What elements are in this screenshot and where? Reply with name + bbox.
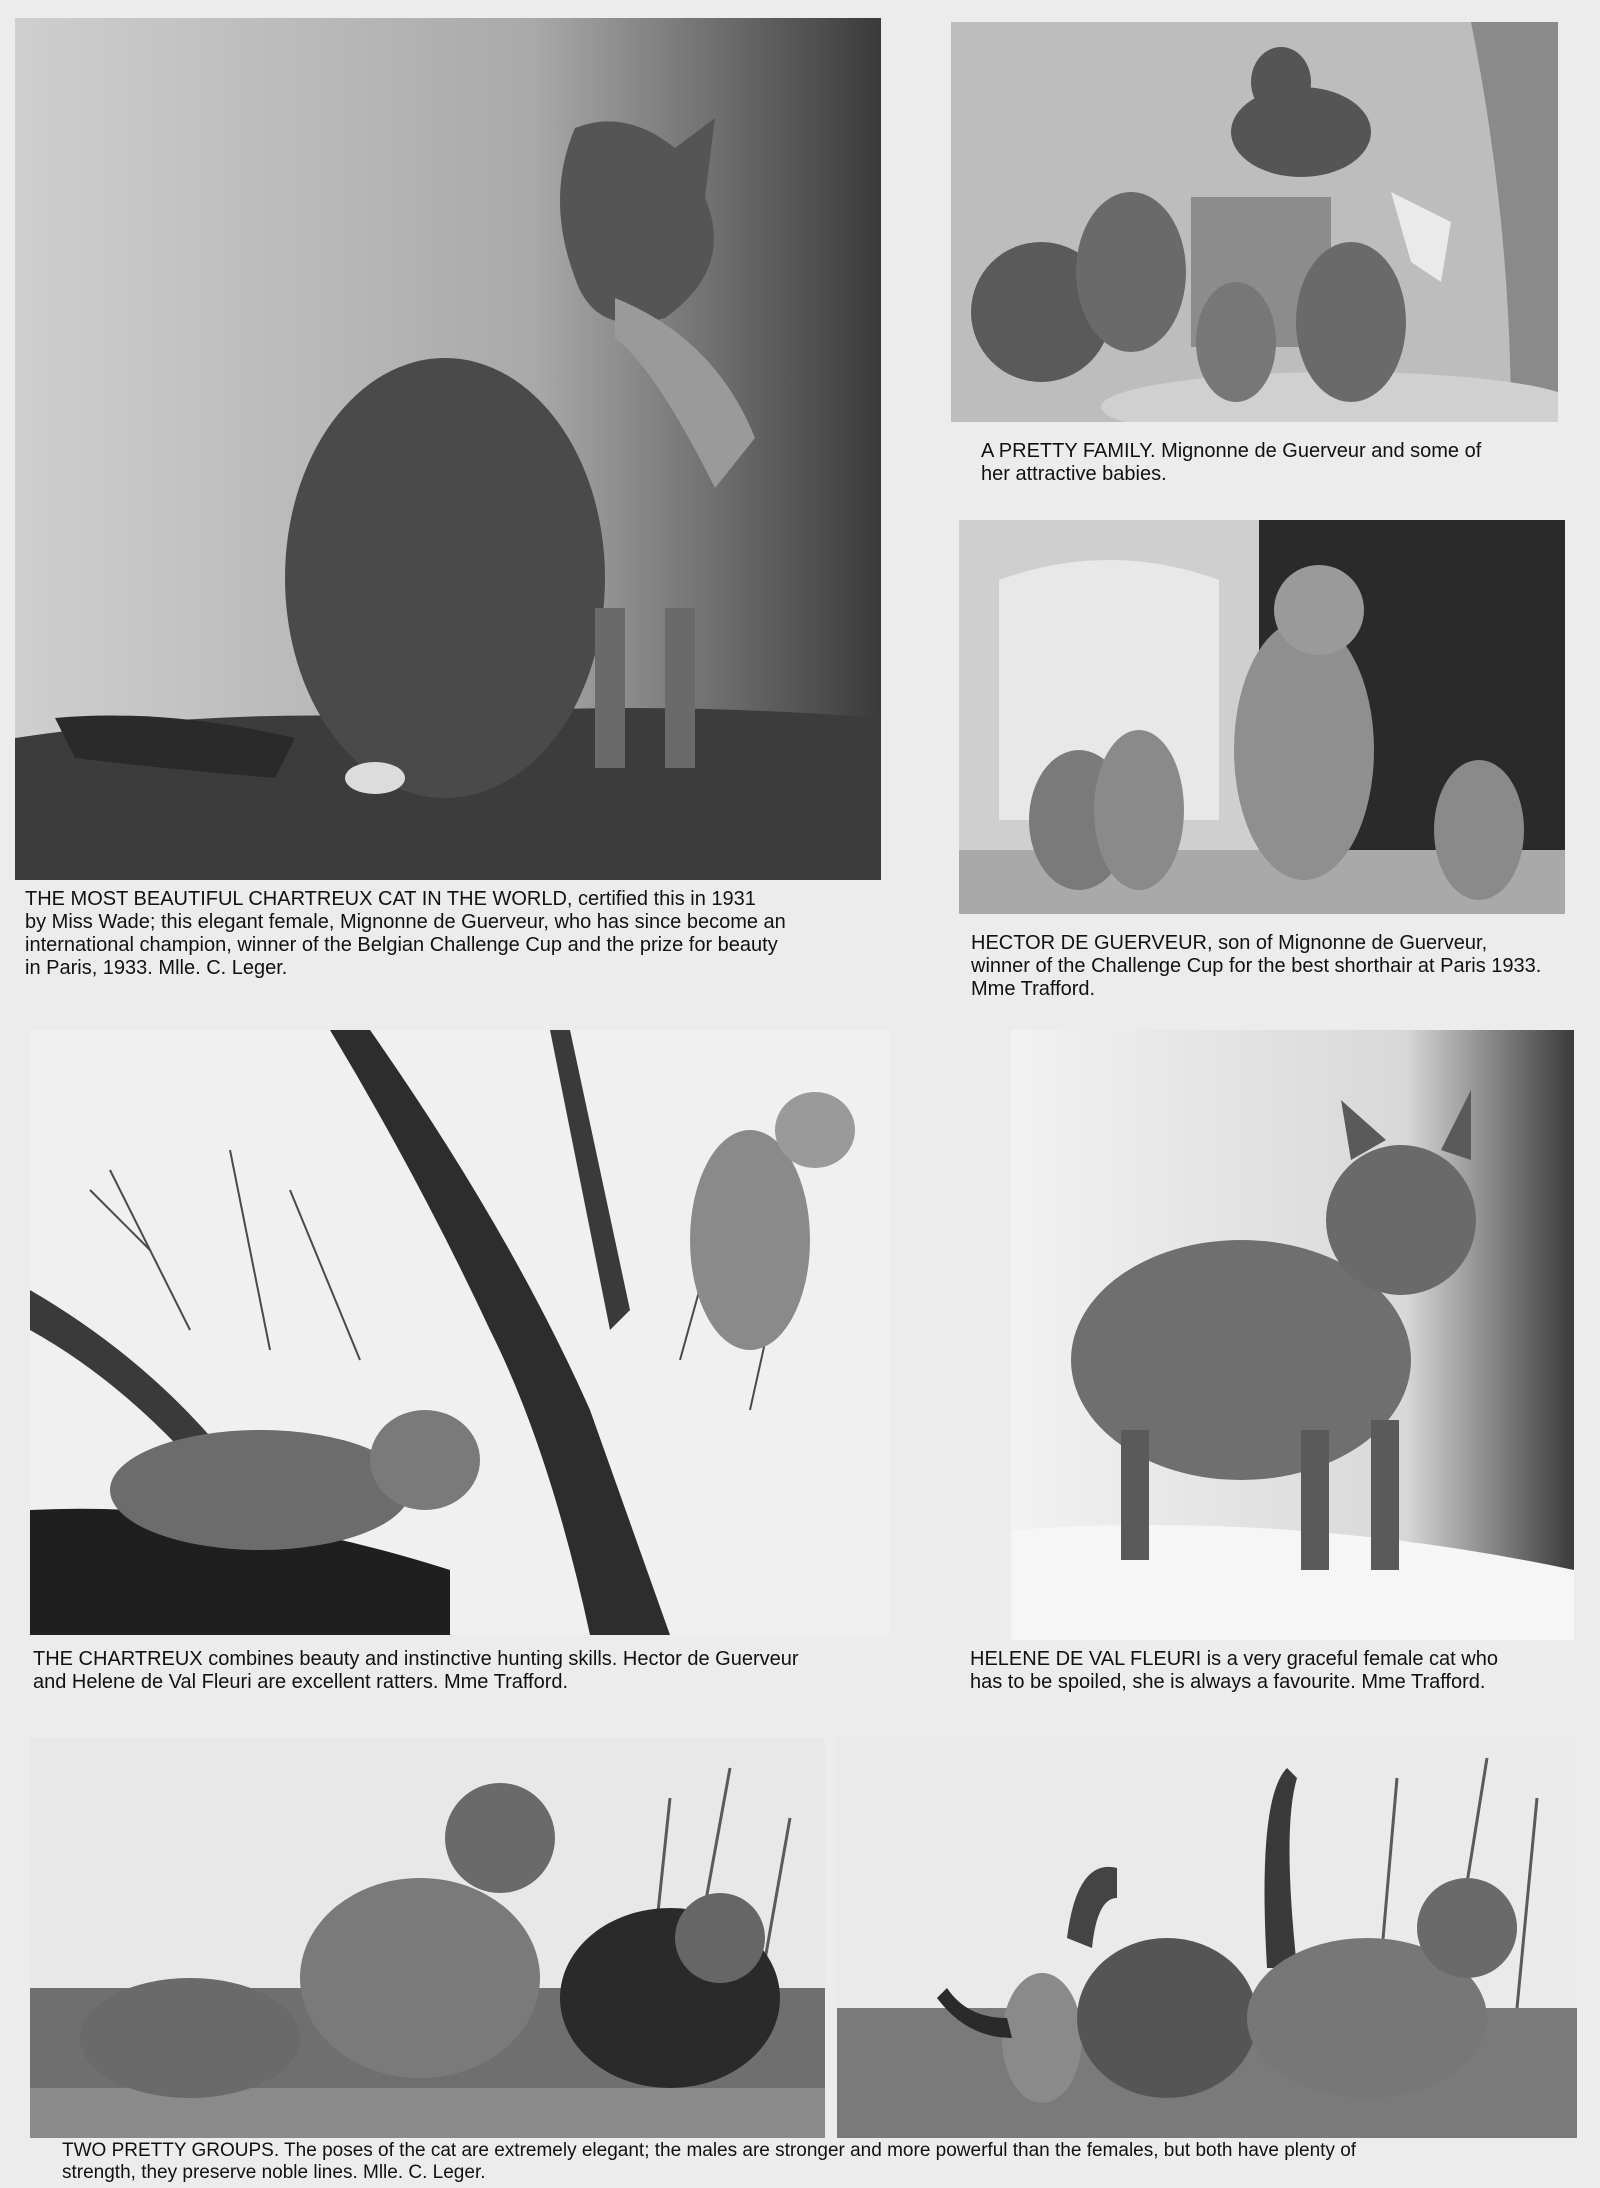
caption-line: in Paris, 1933. Mlle. C. Leger. bbox=[25, 957, 288, 979]
cat-with-kittens-image bbox=[959, 520, 1565, 914]
caption-line: and Helene de Val Fleuri are excellent ratters. Mme Trafford. bbox=[33, 1671, 569, 1693]
caption-line: strength, they preserve noble lines. Mlle. C. Leger. bbox=[62, 2162, 486, 2183]
cat-group-image bbox=[30, 1738, 825, 2138]
caption-line: HELENE DE VAL FLEURI is a very graceful female cat who bbox=[970, 1648, 1498, 1670]
photo-group-left bbox=[30, 1738, 825, 2138]
photo-main-cat bbox=[15, 18, 881, 880]
walking-cat-image bbox=[1011, 1030, 1574, 1640]
caption-line: Mme Trafford. bbox=[971, 978, 1096, 1000]
caption-hector bbox=[971, 932, 1541, 1001]
caption-family bbox=[981, 440, 1481, 486]
kittens-with-basket-image bbox=[951, 22, 1558, 422]
caption-line: international champion, winner of the Belgian Challenge Cup and the prize for beauty bbox=[25, 934, 778, 956]
caption-hunting bbox=[33, 1648, 799, 1694]
caption-line: by Miss Wade; this elegant female, Mignonne de Guerveur, who has since become an bbox=[25, 911, 786, 933]
caption-line: THE CHARTREUX combines beauty and instinctive hunting skills. Hector de Guerveur bbox=[33, 1648, 799, 1670]
caption-line: TWO PRETTY GROUPS. The poses of the cat are extremely elegant; the males are stronger and more powerful than the females, but both have plenty of bbox=[62, 2140, 1357, 2161]
caption-line: her attractive babies. bbox=[981, 463, 1167, 485]
cat-with-ribbon-image bbox=[15, 18, 881, 880]
caption-line: has to be spoiled, she is always a favourite. Mme Trafford. bbox=[970, 1671, 1486, 1693]
cats-in-tree-image bbox=[30, 1030, 890, 1635]
caption-line: THE MOST BEAUTIFUL CHARTREUX CAT IN THE WORLD, certified this in 1931 bbox=[25, 888, 756, 910]
photo-group-right bbox=[837, 1738, 1577, 2138]
cat-group-image bbox=[837, 1738, 1577, 2138]
photo-hector bbox=[959, 520, 1565, 914]
photo-family bbox=[951, 22, 1558, 422]
caption-main-cat bbox=[25, 888, 786, 980]
caption-helene bbox=[970, 1648, 1498, 1694]
caption-line: A PRETTY FAMILY. Mignonne de Guerveur and some of bbox=[981, 440, 1482, 462]
caption-line: winner of the Challenge Cup for the best shorthair at Paris 1933. bbox=[971, 955, 1542, 977]
caption-groups bbox=[62, 2140, 1356, 2184]
caption-line: HECTOR DE GUERVEUR, son of Mignonne de Guerveur, bbox=[971, 932, 1488, 954]
photo-helene bbox=[1011, 1030, 1574, 1640]
photo-hunting bbox=[30, 1030, 890, 1635]
